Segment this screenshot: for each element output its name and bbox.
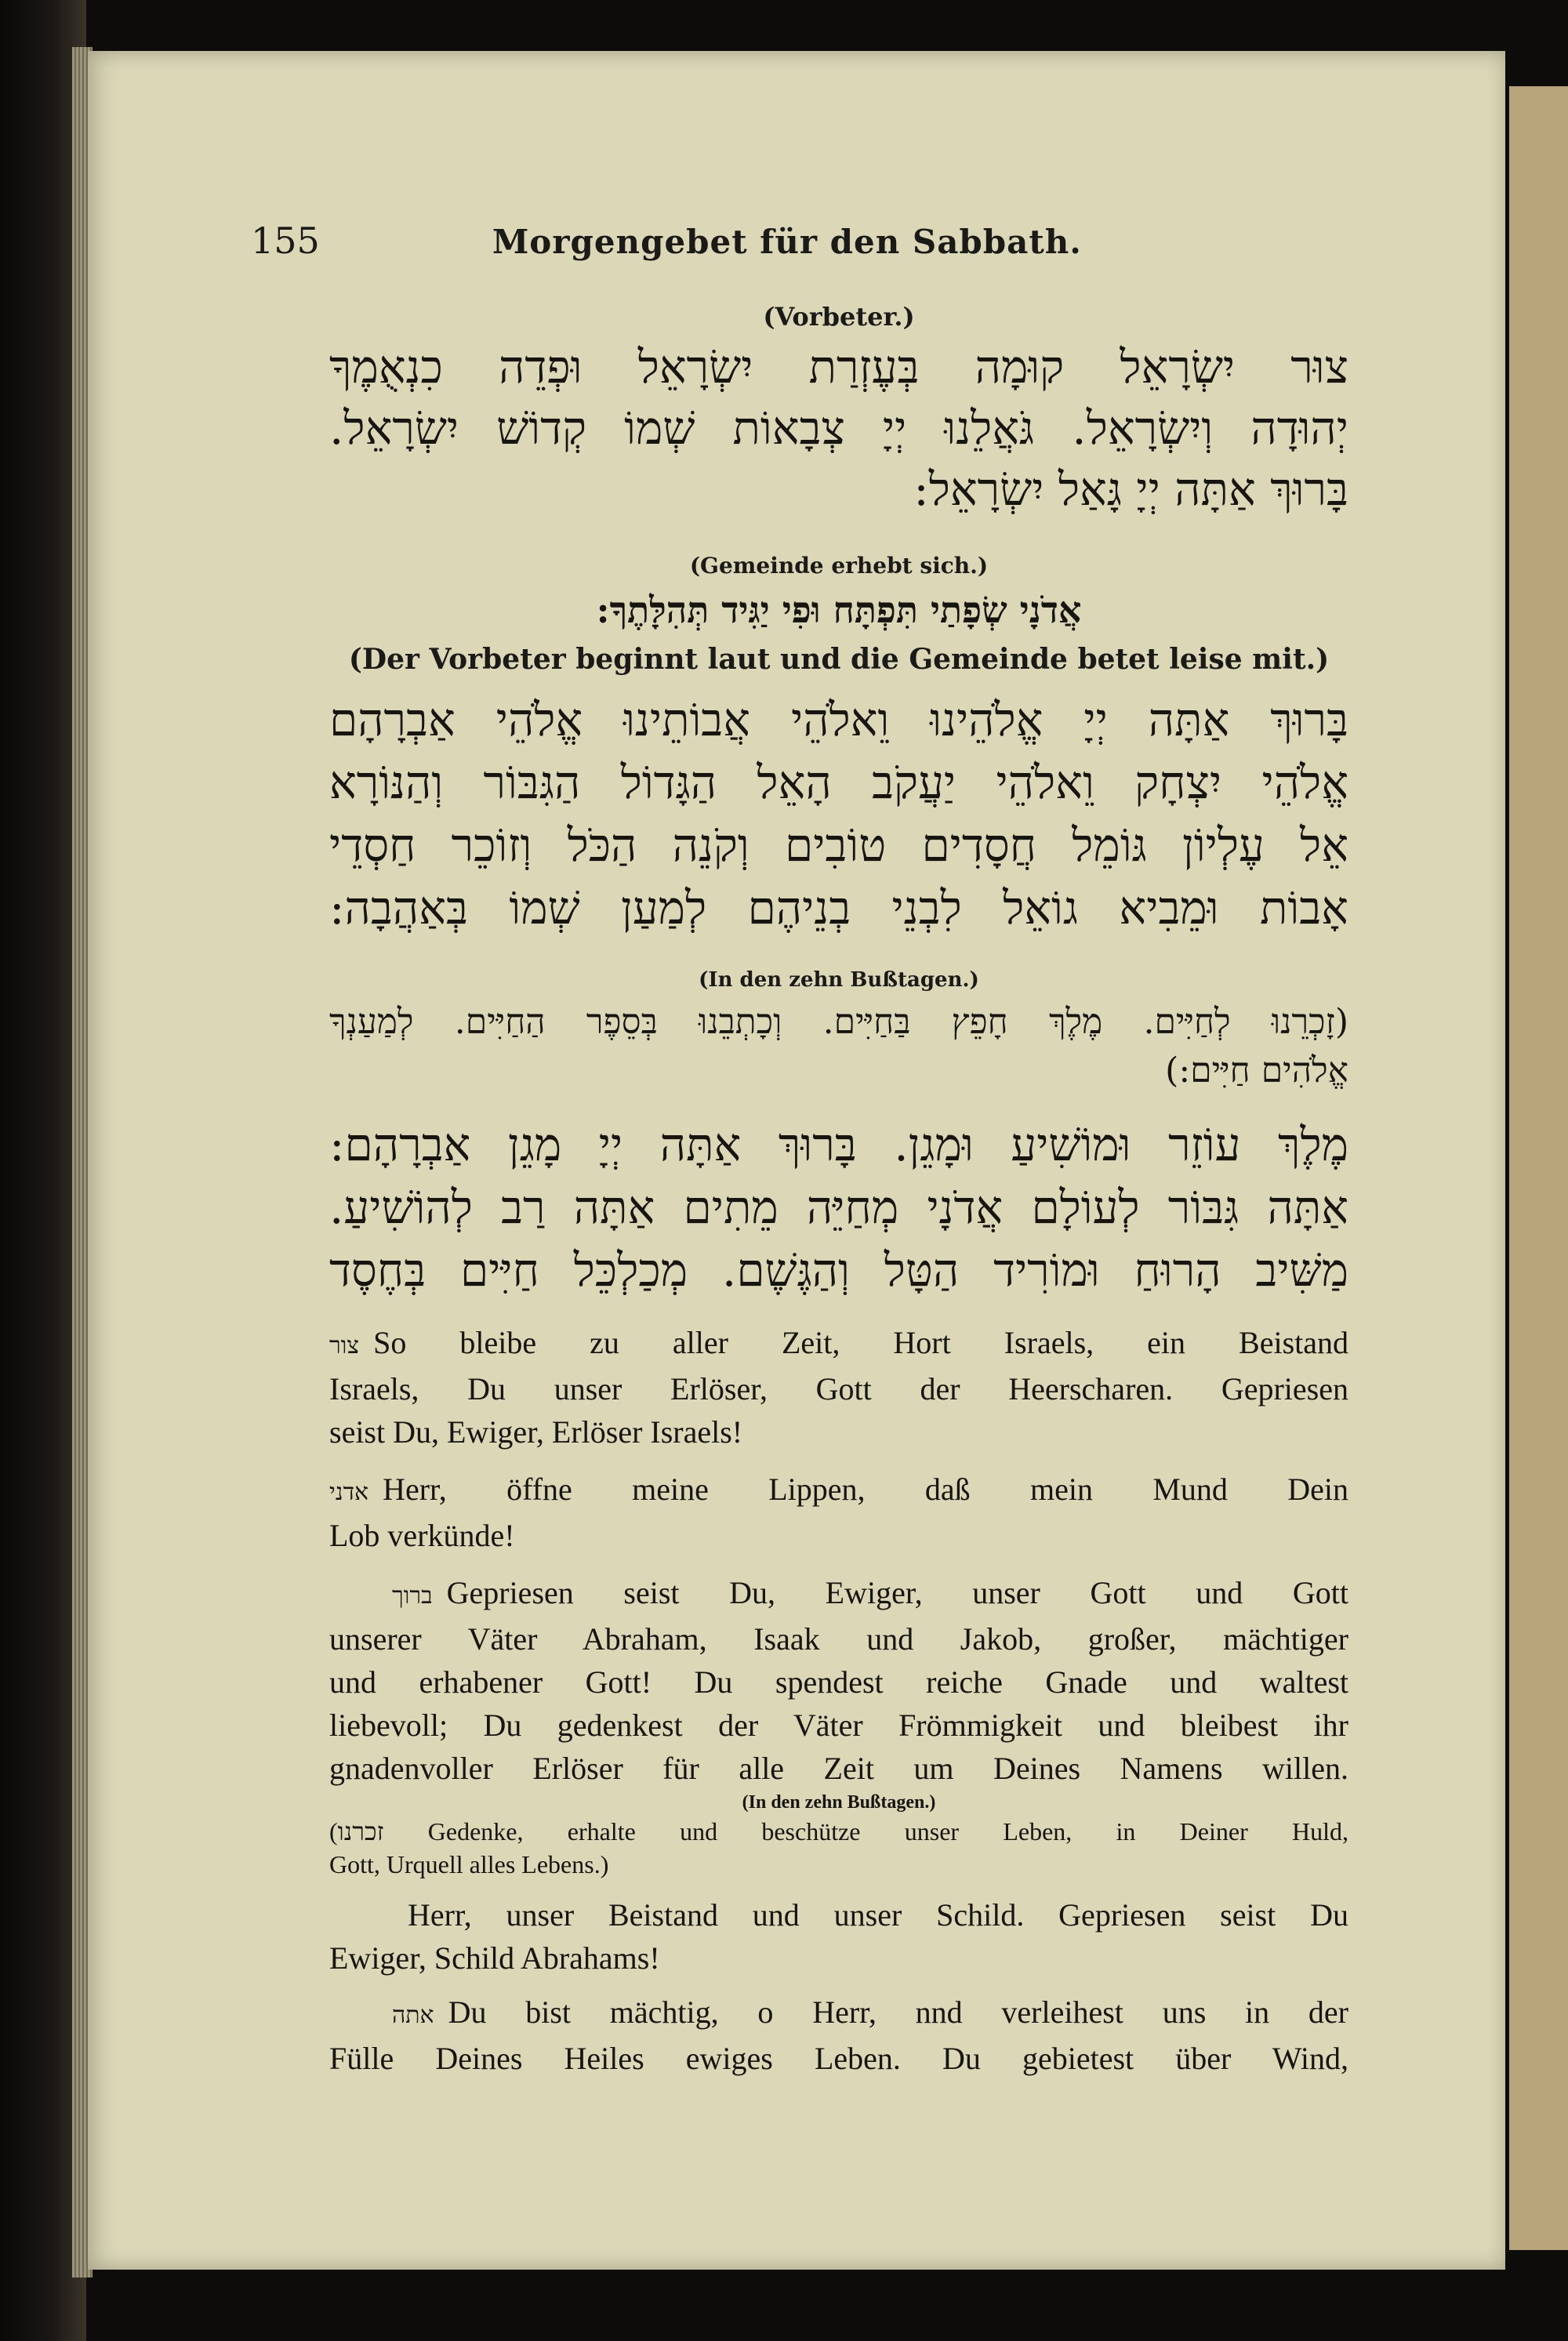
translation-line: Gott, Urquell alles Lebens.): [329, 1850, 609, 1878]
hebrew-line: (זָכְרֵנוּ לְחַיִּים. מֶלֶךְ חָפֵץ בַּחַיִּים. וְכָתְבֵנוּ בְּסֵפֶר הַחַיִּים. לְמַעַנְךָ: [329, 1002, 1348, 1042]
translation-paragraph: [329, 1991, 1348, 2080]
hebrew-section-3: [329, 1113, 1348, 1301]
translation-line: אתה Du bist mächtig, o Herr, nnd verleihest uns in der: [392, 1994, 1348, 2030]
hebrew-line: אָבוֹת וּמֵבִיא גוֹאֵל לִבְנֵי בְנֵיהֶם לְמַעַן שְׁמוֹ בְּאַהֲבָה:: [329, 881, 1348, 935]
translation-paragraph: [329, 1893, 1348, 1980]
translation-line: ברוך Gepriesen seist Du, Ewiger, unser Gott und Gott: [392, 1575, 1348, 1610]
translation-paragraph: [329, 1571, 1348, 1790]
translation-line: Lob verkünde!: [329, 1518, 515, 1553]
hebrew-line: אַתָּה גִּבּוֹר לְעוֹלָם אֲדֹנָי מְחַיֵּה מֵתִים אַתָּה רַב לְהוֹשִׁיעַ.: [329, 1181, 1348, 1234]
hebrew-section-1: [329, 302, 1348, 520]
rubric-laut: (Der Vorbeter beginnt laut und die Gemeinde betet leise mit.): [348, 643, 1330, 676]
translation-section: [329, 1321, 1348, 2080]
translation-line: unserer Väter Abraham, Isaak und Jakob, großer, mächtiger: [329, 1621, 1348, 1657]
page-number: 155: [251, 220, 320, 262]
translation-line: אדני Herr, öffne meine Lippen, daß mein Mund Dein: [329, 1472, 1348, 1507]
margin-keyword: אתה: [392, 2002, 434, 2028]
translation-line: Israels, Du unser Erlöser, Gott der Heerscharen. Gepriesen: [329, 1371, 1348, 1406]
hebrew-line: בָּרוּךְ אַתָּה יְיָ אֱלֹהֵינוּ וֵאלֹהֵי אֲבוֹתֵינוּ אֱלֹהֵי אַבְרָהָם: [329, 693, 1348, 746]
translation-line: צור So bleibe zu aller Zeit, Hort Israels, ein Beistand: [329, 1325, 1348, 1360]
hebrew-adonai: אֲדֹנָי שְׂפָתַי תִּפְתָּח וּפִי יַגִּיד תְּהִלָּתֶךָ:: [596, 589, 1082, 631]
hebrew-line: בָּרוּךְ אַתָּה יְיָ גָּאַל יִשְׂרָאֵל:: [913, 463, 1348, 516]
translation-line: Herr, unser Beistand und unser Schild. Gepriesen seist Du: [408, 1897, 1348, 1933]
hebrew-line: אֵל עֶלְיוֹן גּוֹמֵל חֲסָדִים טוֹבִים וְקֹנֵה הַכֹּל וְזוֹכֵר חַסְדֵי: [329, 818, 1348, 872]
hebrew-line: מֶלֶךְ עוֹזֵר וּמוֹשִׁיעַ וּמָגֵן. בָּרוּךְ אַתָּה יְיָ מָגֵן אַבְרָהָם:: [329, 1118, 1348, 1171]
margin-keyword: צור: [329, 1333, 360, 1359]
rubric-busstagen-translation: (In den zehn Bußtagen.): [742, 1792, 936, 1813]
hebrew-line: מַשִּׁיב הָרוּחַ וּמוֹרִיד הַטָּל וְהַגֶּשֶׁם. מְכַלְכֵּל חַיִּים בְּחֶסֶד: [329, 1243, 1348, 1297]
translation-line: seist Du, Ewiger, Erlöser Israels!: [329, 1414, 743, 1450]
facing-page-edge: [1509, 86, 1568, 2250]
margin-keyword: ברוך: [392, 1583, 433, 1609]
hebrew-section-busstagen: [329, 968, 1348, 1095]
translation-line: Fülle Deines Heiles ewiges Leben. Du gebietest über Wind,: [329, 2041, 1348, 2076]
rubric-busstagen: (In den zehn Bußtagen.): [699, 968, 979, 992]
rubric-vorbeter: (Vorbeter.): [763, 302, 915, 332]
hebrew-section-adonai: [329, 553, 1348, 683]
hebrew-line: אֱלֹהֵי יִצְחָק וֵאלֹהֵי יַעֲקֹב הָאֵל הַגָּדוֹל הַגִּבּוֹר וְהַנּוֹרָא: [329, 756, 1348, 809]
margin-keyword: אדני: [329, 1479, 369, 1505]
page-header: [251, 220, 1113, 274]
translation-line: und erhabener Gott! Du spendest reiche Gnade und waltest: [329, 1664, 1348, 1700]
hebrew-line: יְהוּדָה וְיִשְׂרָאֵל. גֹּאֲלֵנוּ יְיָ צְבָאוֹת שְׁמוֹ קְדוֹשׁ יִשְׂרָאֵל.: [329, 401, 1348, 455]
translation-line: liebevoll; Du gedenkest der Väter Frömmigkeit und bleibest ihr: [329, 1708, 1348, 1743]
rubric-gemeinde: (Gemeinde erhebt sich.): [689, 553, 989, 579]
translation-line: Ewiger, Schild Abrahams!: [329, 1940, 660, 1976]
translation-paragraph: [329, 1468, 1348, 1557]
translation-paragraph: [329, 1321, 1348, 1454]
translation-line: (זכרנו Gedenke, erhalte und beschütze unser Leben, in Deiner Huld,: [329, 1817, 1348, 1846]
hebrew-line: אֱלֹהִים חַיִּים:): [1165, 1051, 1348, 1091]
hebrew-line: צוּר יִשְׂרָאֵל קוּמָה בְּעֶזְרַת יִשְׂרָאֵל וּפְדֵה כִנְאֻמֶךָ: [329, 340, 1348, 394]
translation-line: gnadenvoller Erlöser für alle Zeit um Deines Namens willen.: [329, 1751, 1348, 1786]
running-title: Morgengebet für den Sabbath.: [492, 223, 1082, 261]
translation-paragraph: [329, 1815, 1348, 1881]
hebrew-section-2: [329, 688, 1348, 939]
